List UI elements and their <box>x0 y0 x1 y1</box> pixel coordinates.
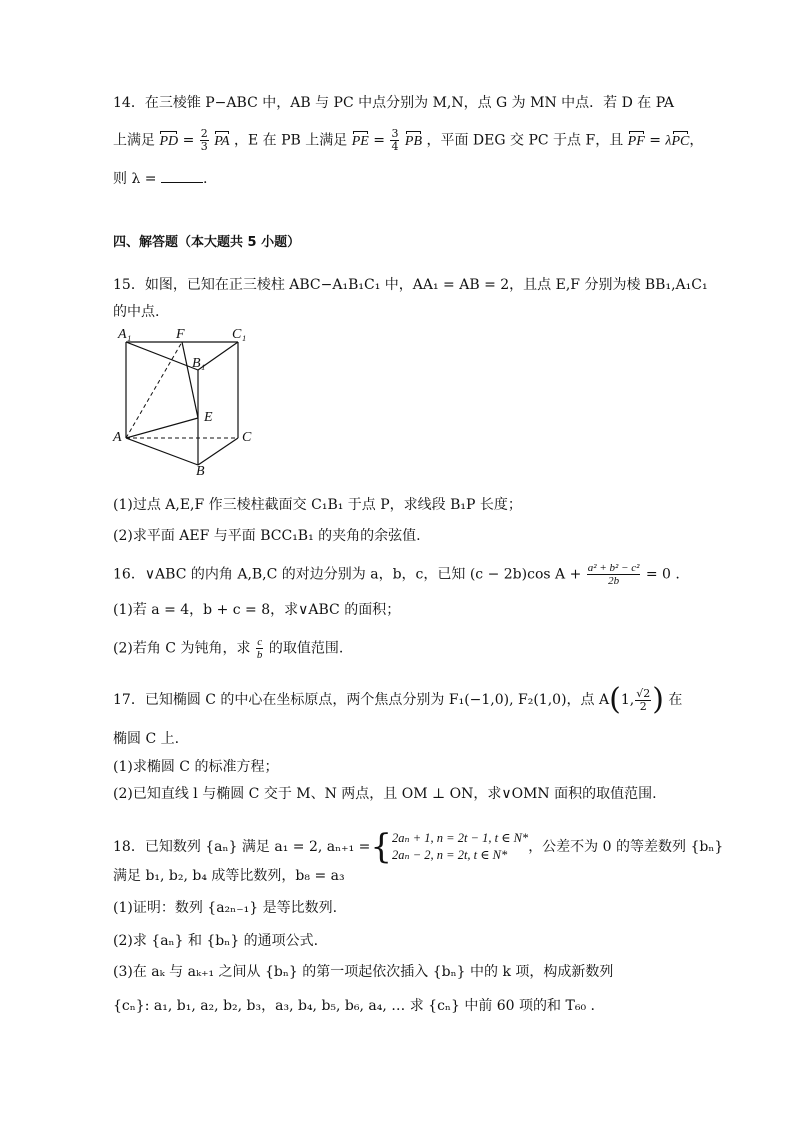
label-C: C <box>242 430 252 445</box>
q18-part3-line2: {cₙ}: a₁, b₁, a₂, b₂, b₃，a₃, b₄, b₅, b₆, a₄, … 求 {cₙ} 中前 60 项的和 T₆₀ . <box>113 998 595 1014</box>
q18-line2: 满足 b₁, b₂, b₄ 成等比数列，b₈ = a₃ <box>113 868 345 884</box>
vector-PA: PA <box>214 132 229 152</box>
q14-text-c: ，平面 DEG 交 PC 于点 F，且 <box>426 132 624 149</box>
q18-part1: (1)证明：数列 {a₂ₙ₋₁} 是等比数列. <box>113 900 338 916</box>
label-B1: B₁ <box>192 356 206 371</box>
q18-part3: (3)在 aₖ 与 aₖ₊₁ 之间从 {bₙ} 的第一项起依次插入 {bₙ} 中的 k 项，构成新数列 <box>113 964 614 980</box>
q16-frac: $\frac{\text{a² + b² − c²}}{2b}$ <box>587 562 640 587</box>
vector-PE: PE <box>352 132 369 152</box>
q16-text-a: 16．∨ABC 的内角 A,B,C 的对边分别为 a，b，c，已知 (c − 2b)cos A + <box>113 566 582 583</box>
q14-line2: 上满足 PD = $\frac{2}{3}$ PA ，E 在 PB 上满足 PE = $\frac{3}{4}$ PB ，平面 DEG 交 PC 于点 F，且 PF = λPC， <box>113 127 704 153</box>
q16-text-b: = 0 . <box>645 566 680 583</box>
q15-line1: 15．如图，已知在正三棱柱 ABC−A₁B₁C₁ 中，AA₁ = AB = 2，且点 E,F 分别为棱 BB₁,A₁C₁ <box>113 277 708 293</box>
vector-PD: PD <box>159 132 178 152</box>
q18-text-a: 18．已知数列 {aₙ} 满足 a₁ = 2, aₙ₊₁ = <box>113 839 371 855</box>
q14-frac1: $\frac{2}{3}$ <box>200 127 208 153</box>
label-C1: C₁ <box>232 327 247 342</box>
q15-line2: 的中点. <box>113 304 160 320</box>
q14-frac2: $\frac{3}{4}$ <box>391 127 399 153</box>
label-F: F <box>176 327 185 342</box>
q14-text-a: 上满足 <box>113 132 155 149</box>
q16-part2 <box>113 636 343 661</box>
section-heading: 四、解答题（本大题共 5 小题） <box>113 235 301 250</box>
label-B: B <box>196 464 205 475</box>
q16-part2-text-b: 的取值范围. <box>268 640 344 657</box>
q16-part2-text-a: (2)若角 C 为钝角，求 <box>113 640 251 657</box>
q18-line1: 18．已知数列 {aₙ} 满足 a₁ = 2, aₙ₊₁ ={ 2aₙ + 1, n = 2t − 1, t ∈ N* 2aₙ − 2, n = 2t, t ∈ N* ，公差不为 0 的等差数列 {bₙ} <box>113 827 724 867</box>
answer-blank <box>161 168 203 183</box>
vector-PB: PB <box>405 132 422 152</box>
q14-text-b: ，E 在 PB 上满足 <box>233 132 348 149</box>
q16-line1 <box>113 562 680 587</box>
q15-part1: (1)过点 A,E,F 作三棱柱截面交 C₁B₁ 于点 P，求线段 B₁P 长度； <box>113 497 522 513</box>
q17-text-b: 在 <box>668 692 683 708</box>
q18-text-b: ，公差不为 0 的等差数列 {bₙ} <box>528 839 724 855</box>
q17-line1: 17．已知椭圆 C 的中心在坐标原点，两个焦点分别为 F₁(−1,0), F₂(1,0)，点 A(1, $\frac{√2}{2}$ ) 在 <box>113 682 683 717</box>
q15-part2: (2)求平面 AEF 与平面 BCC₁B₁ 的夹角的余弦值. <box>113 528 421 544</box>
q17-sqrt-frac: $\frac{√2}{2}$ <box>636 686 651 713</box>
q16-frac2: $\frac{c}{b}$ <box>256 636 263 661</box>
label-A1: A₁ <box>118 327 132 342</box>
label-E: E <box>204 410 213 425</box>
vector-PC: PC <box>672 132 690 152</box>
label-A: A <box>113 430 122 445</box>
q14-text-d: ， <box>689 132 704 149</box>
q17-line2: 椭圆 C 上. <box>113 731 180 747</box>
q16-part1: (1)若 a = 4，b + c = 8，求∨ABC 的面积； <box>113 602 401 618</box>
prism-figure <box>108 325 263 475</box>
q17-part1: (1)求椭圆 C 的标准方程； <box>113 759 279 775</box>
q18-cases: 2aₙ + 1, n = 2t − 1, t ∈ N* 2aₙ − 2, n = 2t, t ∈ N* <box>392 831 529 862</box>
q18-part2: (2)求 {aₙ} 和 {bₙ} 的通项公式. <box>113 933 319 949</box>
q17-point-x: 1, <box>620 692 635 708</box>
q17-text-a: 17．已知椭圆 C 的中心在坐标原点，两个焦点分别为 F₁(−1,0), F₂(1,0)，点 A <box>113 692 610 708</box>
q14-line3: 则 λ = . <box>113 168 207 189</box>
q14-answer-label: 则 λ = <box>113 171 157 187</box>
vector-PF: PF <box>628 132 645 152</box>
q14-line1: 14．在三棱锥 P−ABC 中，AB 与 PC 中点分别为 M,N，点 G 为 MN 中点．若 D 在 PA <box>113 95 674 111</box>
q17-part2: (2)已知直线 l 与椭圆 C 交于 M、N 两点，且 OM ⊥ ON，求∨OMN 面积的取值范围. <box>113 786 657 802</box>
